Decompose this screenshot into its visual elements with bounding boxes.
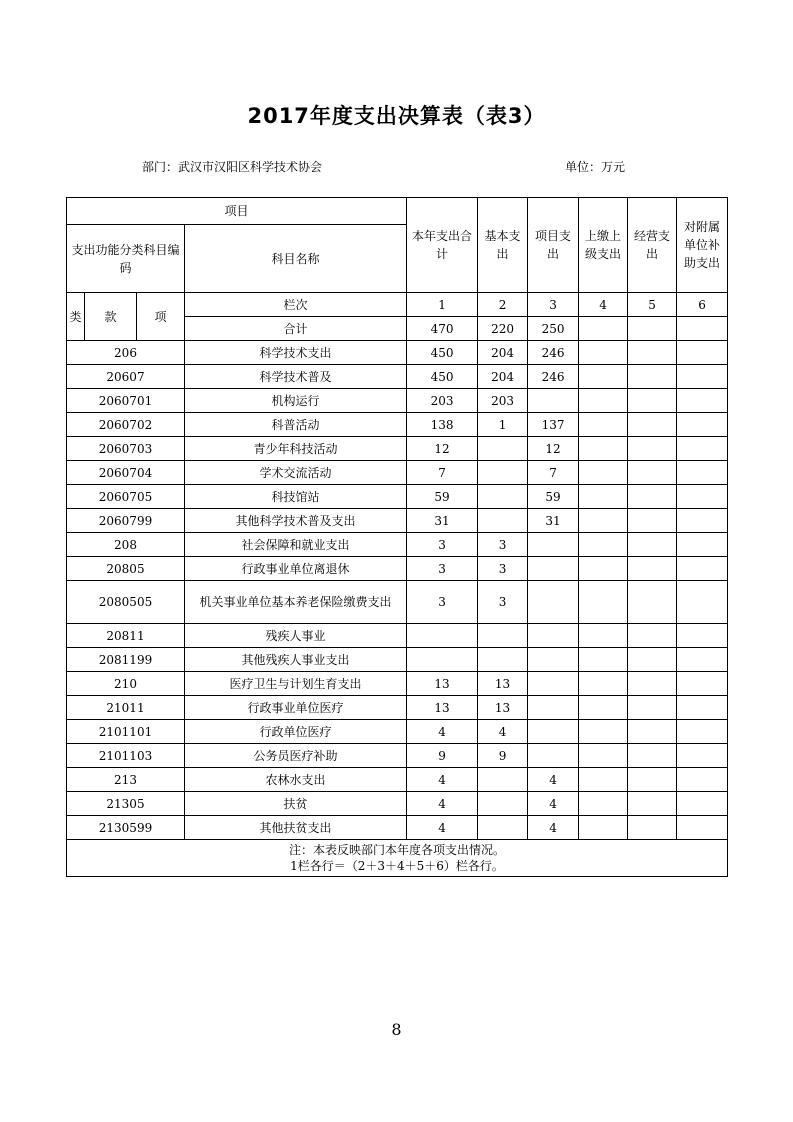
row-subsidy (677, 437, 728, 461)
row-upper (579, 461, 628, 485)
row-project: 246 (528, 365, 579, 389)
row-project: 4 (528, 792, 579, 816)
header-col-total: 本年支出合计 (407, 198, 478, 293)
header-col-upper: 上缴上级支出 (579, 198, 628, 293)
row-basic: 1 (478, 413, 528, 437)
total-row-upper (579, 317, 628, 341)
row-subsidy (677, 672, 728, 696)
row-subject-name: 扶贫 (185, 792, 407, 816)
row-basic: 204 (478, 341, 528, 365)
header-xiang: 项 (137, 293, 185, 341)
row-code: 2060702 (67, 413, 185, 437)
row-code: 21305 (67, 792, 185, 816)
row-total: 31 (407, 509, 478, 533)
row-operating (628, 485, 677, 509)
header-col-project: 项目支出 (528, 198, 579, 293)
row-project: 4 (528, 768, 579, 792)
row-total: 3 (407, 557, 478, 581)
row-subject-name: 其他残疾人事业支出 (185, 648, 407, 672)
table-row (67, 672, 728, 696)
row-subject-name: 行政事业单位离退休 (185, 557, 407, 581)
total-row-operating (628, 317, 677, 341)
row-total: 7 (407, 461, 478, 485)
row-project (528, 533, 579, 557)
row-total: 450 (407, 341, 478, 365)
table-row (67, 720, 728, 744)
row-subject-name: 社会保障和就业支出 (185, 533, 407, 557)
column-number-4: 4 (579, 293, 628, 317)
row-upper (579, 341, 628, 365)
row-subject-name: 科学技术支出 (185, 341, 407, 365)
row-subject-name: 科学技术普及 (185, 365, 407, 389)
row-code: 2060701 (67, 389, 185, 413)
row-basic: 9 (478, 744, 528, 768)
row-total: 203 (407, 389, 478, 413)
row-upper (579, 696, 628, 720)
row-subsidy (677, 720, 728, 744)
row-subject-name: 其他扶贫支出 (185, 816, 407, 840)
row-project: 137 (528, 413, 579, 437)
row-code: 2101101 (67, 720, 185, 744)
row-total: 3 (407, 533, 478, 557)
row-subsidy (677, 696, 728, 720)
row-code: 2060703 (67, 437, 185, 461)
row-operating (628, 624, 677, 648)
total-row-subsidy (677, 317, 728, 341)
header-kuan: 款 (85, 293, 137, 341)
row-operating (628, 533, 677, 557)
row-operating (628, 816, 677, 840)
row-subject-name: 学术交流活动 (185, 461, 407, 485)
row-basic (478, 485, 528, 509)
row-upper (579, 816, 628, 840)
header-col-operating: 经营支出 (628, 198, 677, 293)
row-subject-name: 科普活动 (185, 413, 407, 437)
row-upper (579, 437, 628, 461)
table-row (67, 624, 728, 648)
row-operating (628, 413, 677, 437)
row-basic: 3 (478, 533, 528, 557)
table-row (67, 533, 728, 557)
header-func-code: 支出功能分类科目编码 (67, 225, 185, 293)
row-basic (478, 624, 528, 648)
row-operating (628, 720, 677, 744)
column-number-3: 3 (528, 293, 579, 317)
row-basic (478, 816, 528, 840)
row-project (528, 696, 579, 720)
row-operating (628, 648, 677, 672)
row-project (528, 557, 579, 581)
row-basic (478, 509, 528, 533)
row-code: 210 (67, 672, 185, 696)
table-row (67, 557, 728, 581)
page-title: 2017年度支出决算表（表3） (247, 104, 546, 128)
row-basic (478, 792, 528, 816)
row-total: 9 (407, 744, 478, 768)
row-subsidy (677, 792, 728, 816)
table-row (67, 792, 728, 816)
row-upper (579, 557, 628, 581)
row-project: 12 (528, 437, 579, 461)
row-basic: 203 (478, 389, 528, 413)
row-subsidy (677, 533, 728, 557)
table-row (67, 648, 728, 672)
table-row (67, 437, 728, 461)
row-basic: 204 (478, 365, 528, 389)
row-upper (579, 720, 628, 744)
row-project: 59 (528, 485, 579, 509)
row-project: 31 (528, 509, 579, 533)
row-subject-name: 青少年科技活动 (185, 437, 407, 461)
row-subsidy (677, 413, 728, 437)
row-subsidy (677, 624, 728, 648)
row-upper (579, 413, 628, 437)
row-total: 3 (407, 581, 478, 624)
row-total: 12 (407, 437, 478, 461)
row-operating (628, 437, 677, 461)
row-subsidy (677, 341, 728, 365)
note-line-2: 1栏各行＝（2＋3＋4＋5＋6）栏各行。 (290, 859, 504, 873)
table-row (67, 365, 728, 389)
row-project (528, 672, 579, 696)
table-row (67, 485, 728, 509)
row-subsidy (677, 365, 728, 389)
row-operating (628, 365, 677, 389)
row-operating (628, 389, 677, 413)
row-code: 206 (67, 341, 185, 365)
column-number-1: 1 (407, 293, 478, 317)
table-row (67, 816, 728, 840)
expenditure-table (66, 197, 728, 877)
row-subject-name: 机关事业单位基本养老保险缴费支出 (185, 581, 407, 624)
row-code: 208 (67, 533, 185, 557)
row-operating (628, 768, 677, 792)
row-basic: 4 (478, 720, 528, 744)
header-subject-name: 科目名称 (185, 225, 407, 293)
row-project: 7 (528, 461, 579, 485)
row-total: 4 (407, 816, 478, 840)
row-total (407, 648, 478, 672)
row-total: 13 (407, 672, 478, 696)
row-basic (478, 768, 528, 792)
row-upper (579, 365, 628, 389)
row-total: 4 (407, 768, 478, 792)
row-operating (628, 672, 677, 696)
row-subject-name: 其他科学技术普及支出 (185, 509, 407, 533)
row-upper (579, 581, 628, 624)
row-project (528, 648, 579, 672)
row-operating (628, 581, 677, 624)
row-total: 138 (407, 413, 478, 437)
row-subsidy (677, 509, 728, 533)
note-line-1: 注：本表反映部门本年度各项支出情况。 (289, 843, 506, 857)
row-code: 2081199 (67, 648, 185, 672)
row-subject-name: 科技馆站 (185, 485, 407, 509)
page-number: 8 (391, 1020, 402, 1039)
row-total: 450 (407, 365, 478, 389)
row-operating (628, 696, 677, 720)
table-row (67, 768, 728, 792)
row-upper (579, 485, 628, 509)
row-basic: 3 (478, 557, 528, 581)
row-subsidy (677, 389, 728, 413)
row-code: 20607 (67, 365, 185, 389)
column-number-6: 6 (677, 293, 728, 317)
row-upper (579, 509, 628, 533)
row-upper (579, 768, 628, 792)
row-operating (628, 557, 677, 581)
department-label: 部门：武汉市汉阳区科学技术协会 (142, 160, 323, 174)
table-row (67, 744, 728, 768)
row-upper (579, 744, 628, 768)
total-row-project: 250 (528, 317, 579, 341)
row-basic: 3 (478, 581, 528, 624)
row-subject-name: 医疗卫生与计划生育支出 (185, 672, 407, 696)
row-total: 4 (407, 720, 478, 744)
row-basic: 13 (478, 696, 528, 720)
row-basic (478, 461, 528, 485)
row-upper (579, 624, 628, 648)
row-code: 2060704 (67, 461, 185, 485)
table-row (67, 461, 728, 485)
row-subsidy (677, 461, 728, 485)
row-code: 2060705 (67, 485, 185, 509)
row-project (528, 581, 579, 624)
row-basic (478, 437, 528, 461)
unit-label: 单位：万元 (565, 160, 626, 174)
row-subject-name: 行政单位医疗 (185, 720, 407, 744)
row-operating (628, 744, 677, 768)
row-subsidy (677, 557, 728, 581)
row-code: 213 (67, 768, 185, 792)
row-upper (579, 672, 628, 696)
row-upper (579, 389, 628, 413)
row-upper (579, 533, 628, 557)
row-operating (628, 792, 677, 816)
table-row (67, 509, 728, 533)
table-row (67, 389, 728, 413)
row-project: 4 (528, 816, 579, 840)
row-code: 21011 (67, 696, 185, 720)
row-code: 20811 (67, 624, 185, 648)
total-row-total: 470 (407, 317, 478, 341)
row-subsidy (677, 744, 728, 768)
row-upper (579, 648, 628, 672)
row-basic: 13 (478, 672, 528, 696)
total-row-basic: 220 (478, 317, 528, 341)
row-code: 2130599 (67, 816, 185, 840)
row-subject-name: 机构运行 (185, 389, 407, 413)
row-subsidy (677, 648, 728, 672)
row-subject-name: 行政事业单位医疗 (185, 696, 407, 720)
row-upper (579, 792, 628, 816)
row-subsidy (677, 768, 728, 792)
table-body (67, 341, 728, 840)
column-number-5: 5 (628, 293, 677, 317)
row-total (407, 624, 478, 648)
total-row-label: 合计 (185, 317, 407, 341)
row-total: 4 (407, 792, 478, 816)
row-total: 13 (407, 696, 478, 720)
row-subject-name: 公务员医疗补助 (185, 744, 407, 768)
row-basic (478, 648, 528, 672)
row-subsidy (677, 581, 728, 624)
row-code: 2060799 (67, 509, 185, 533)
header-item: 项目 (67, 198, 407, 225)
row-subsidy (677, 816, 728, 840)
header-col-subsidy: 对附属单位补助支出 (677, 198, 728, 293)
table-row (67, 581, 728, 624)
row-code: 2101103 (67, 744, 185, 768)
row-total: 59 (407, 485, 478, 509)
row-project (528, 744, 579, 768)
column-number-label: 栏次 (185, 293, 407, 317)
row-project (528, 720, 579, 744)
column-number-2: 2 (478, 293, 528, 317)
table-row (67, 696, 728, 720)
row-code: 20805 (67, 557, 185, 581)
table-row (67, 341, 728, 365)
row-subsidy (677, 485, 728, 509)
row-subject-name: 残疾人事业 (185, 624, 407, 648)
table-header (67, 198, 728, 341)
row-subject-name: 农林水支出 (185, 768, 407, 792)
header-col-basic: 基本支出 (478, 198, 528, 293)
row-operating (628, 509, 677, 533)
row-project (528, 389, 579, 413)
table-row (67, 413, 728, 437)
header-lei: 类 (67, 293, 85, 341)
row-project (528, 624, 579, 648)
row-operating (628, 461, 677, 485)
row-operating (628, 341, 677, 365)
table-notes (67, 840, 728, 877)
row-code: 2080505 (67, 581, 185, 624)
row-project: 246 (528, 341, 579, 365)
